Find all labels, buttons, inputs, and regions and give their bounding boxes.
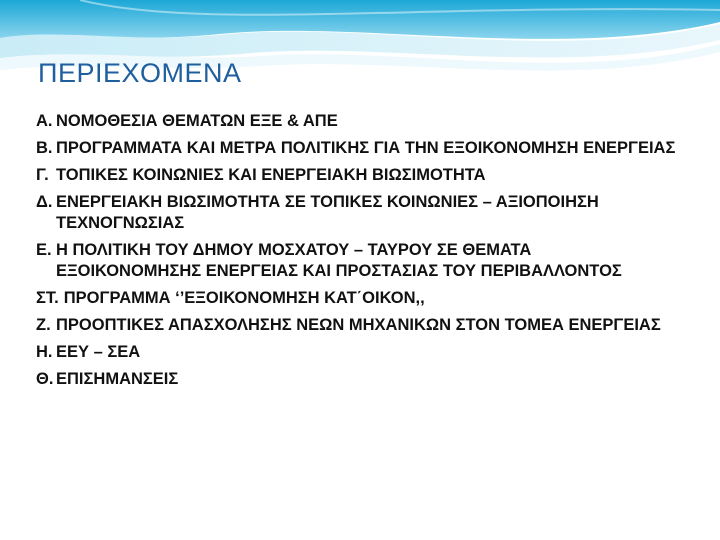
toc-item-text: ΠΡΟΓΡΑΜΜΑ ‘’ΕΞΟΙΚΟΝΟΜΗΣΗ ΚΑΤ΄ΟΙΚΟΝ,, xyxy=(63,289,425,307)
toc-item-marker: Α. xyxy=(36,112,53,130)
toc-item xyxy=(36,165,676,186)
toc-item-text: ΕΕΥ – ΣΕΑ xyxy=(56,343,141,361)
toc-item xyxy=(36,192,676,234)
toc-item xyxy=(36,342,676,363)
wave-decoration xyxy=(0,0,720,110)
toc-item-text: Η ΠΟΛΙΤΙΚΗ ΤΟΥ ΔΗΜΟΥ ΜΟΣΧΑΤΟΥ – ΤΑΥΡΟΥ ΣΕ ΘΕΜΑΤΑ ΕΞΟΙΚΟΝΟΜΗΣΗΣ ΕΝΕΡΓΕΙΑΣ ΚΑΙ ΠΡΟΣΤΑΣΙΑΣ ΤΟΥ ΠΕΡΙΒΑΛΛΟΝΤΟΣ xyxy=(56,241,622,280)
toc-item-text: ΕΝΕΡΓΕΙΑΚΗ ΒΙΩΣΙΜΟΤΗΤΑ ΣΕ ΤΟΠΙΚΕΣ ΚΟΙΝΩΝΙΕΣ – ΑΞΙΟΠΟΙΗΣΗ ΤΕΧΝΟΓΝΩΣΙΑΣ xyxy=(56,193,599,232)
toc-item xyxy=(36,288,676,309)
table-of-contents xyxy=(36,111,676,396)
toc-item xyxy=(36,369,676,390)
toc-item-marker: Γ. xyxy=(36,166,49,184)
slide-title: ΠΕΡΙΕΧΟΜΕΝΑ xyxy=(38,58,242,88)
toc-item-marker: Ζ. xyxy=(36,316,51,334)
toc-item-text: ΠΡΟΓΡΑΜΜΑΤΑ ΚΑΙ ΜΕΤΡΑ ΠΟΛΙΤΙΚΗΣ ΓΙΑ ΤΗΝ ΕΞΟΙΚΟΝΟΜΗΣΗ ΕΝΕΡΓΕΙΑΣ xyxy=(56,139,676,157)
toc-item xyxy=(36,138,676,159)
toc-item-marker: Θ. xyxy=(36,370,54,388)
toc-item-text: ΝΟΜΟΘΕΣΙΑ ΘΕΜΑΤΩΝ ΕΞΕ & ΑΠΕ xyxy=(56,112,338,130)
toc-item-text: ΕΠΙΣΗΜΑΝΣΕΙΣ xyxy=(56,370,179,388)
toc-item-marker: Ε. xyxy=(36,241,52,259)
toc-item-marker: Β. xyxy=(36,139,53,157)
toc-item-text: ΠΡΟΟΠΤΙΚΕΣ ΑΠΑΣΧΟΛΗΣΗΣ ΝΕΩΝ ΜΗΧΑΝΙΚΩΝ ΣΤΟΝ ΤΟΜΕΑ ΕΝΕΡΓΕΙΑΣ xyxy=(56,316,661,334)
toc-item xyxy=(36,240,676,282)
toc-item xyxy=(36,315,676,336)
toc-item-text: ΤΟΠΙΚΕΣ ΚΟΙΝΩΝΙΕΣ ΚΑΙ ΕΝΕΡΓΕΙΑΚΗ ΒΙΩΣΙΜΟΤΗΤΑ xyxy=(56,166,486,184)
toc-item-marker: Η. xyxy=(36,343,53,361)
toc-item xyxy=(36,111,676,132)
toc-item-marker: ΣΤ. xyxy=(36,289,59,307)
toc-item-marker: Δ. xyxy=(36,193,53,211)
